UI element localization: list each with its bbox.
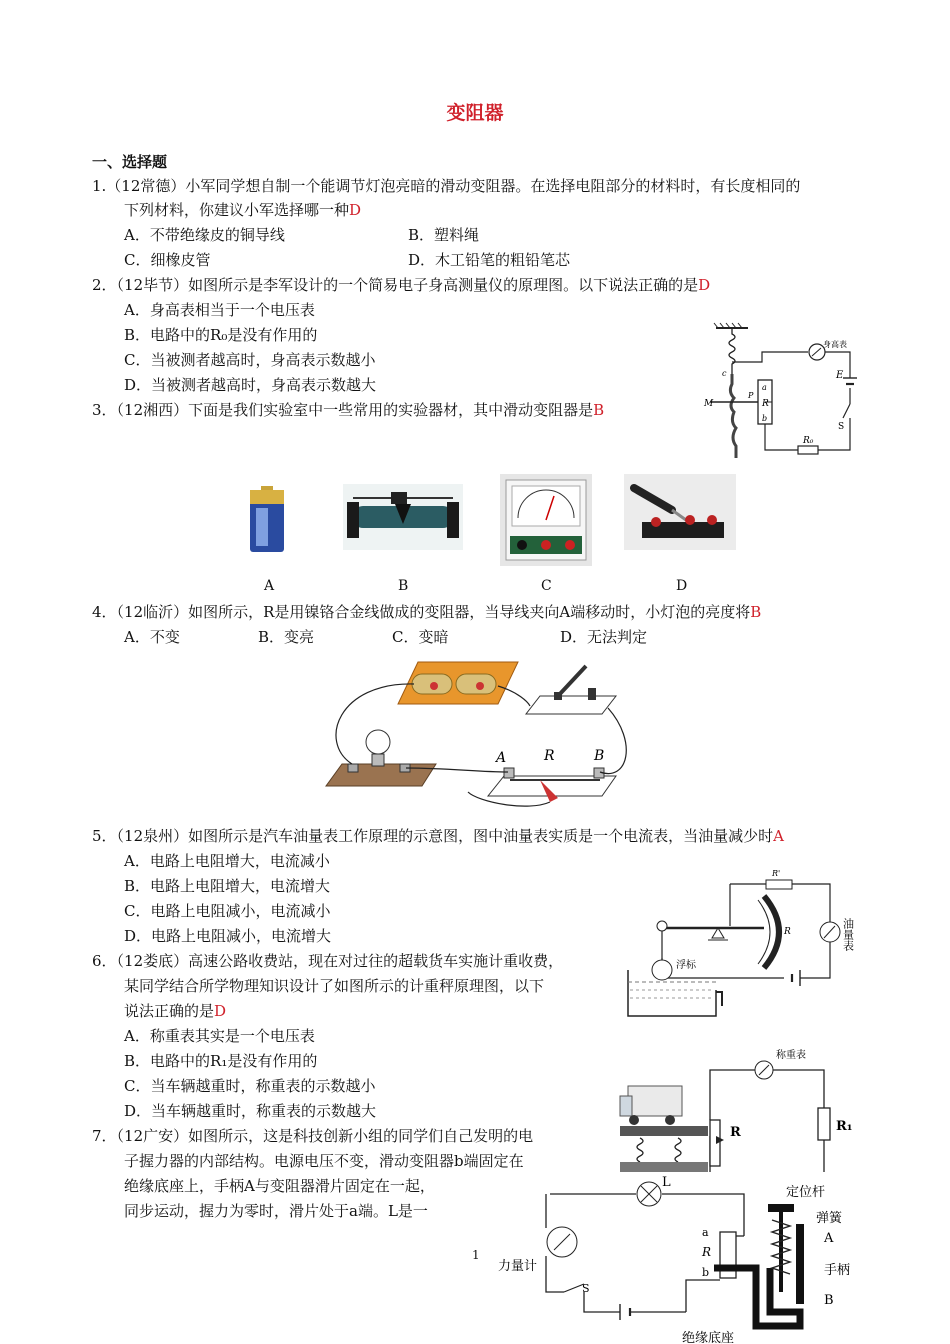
q1-line1: 1.（12常德）小军同学想自制一个能调节灯泡亮暗的滑动变阻器。在选择电阻部分的材料时，有长度相同的 [92,177,801,195]
svg-text:E: E [836,370,844,381]
svg-text:R: R [762,399,769,409]
q5-option-b: B．电路上电阻增大，电流增大 [124,877,331,895]
svg-text:R₀: R₀ [803,436,814,446]
ammeter-image [500,474,592,566]
q4-option-d: D．无法判定 [560,628,648,646]
caption-c: C [541,578,552,594]
svg-text:油量表: 油量表 [841,918,855,951]
q4-option-b: B．变亮 [258,628,315,646]
svg-text:R': R' [772,869,781,878]
q7-line2: 子握力器的内部结构。电源电压不变，滑动变阻器b端固定在 [124,1152,524,1170]
svg-text:R: R [784,927,791,937]
caption-a: A [264,578,275,594]
rheostat-image [343,484,463,550]
q1-option-c: C．细橡皮管 [124,251,211,269]
q3-line1: 3．（12湘西）下面是我们实验室中一些常用的实验器材，其中滑动变阻器是B [92,401,605,419]
q2-option-c: C．当被测者越高时，身高表示数越小 [124,351,376,369]
page-title: 变阻器 [446,102,504,124]
lightbulb-icon [366,730,390,754]
page-number: 1 [472,1248,480,1262]
q2-option-a: A．身高表相当于一个电压表 [124,301,315,319]
q4-answer: B [750,603,762,621]
q7-line3: 绝缘底座上，手柄A与变阻器滑片固定在一起， [124,1177,435,1195]
q6-answer: D [214,1002,227,1020]
svg-text:R: R [544,748,555,764]
svg-text:a: a [702,1226,709,1239]
lamp-circuit-figure [318,652,630,812]
svg-text:P: P [748,391,754,400]
q6-option-a: A．称重表其实是一个电压表 [124,1027,315,1045]
q4-option-c: C．变暗 [392,628,449,646]
svg-text:b: b [702,1266,710,1279]
q5-answer: A [773,827,784,845]
grip-meter-figure [490,1172,870,1344]
svg-text:R₁: R₁ [836,1119,853,1134]
battery-image [246,484,288,556]
svg-text:L: L [662,1175,671,1190]
svg-text:M: M [704,399,714,409]
svg-text:A: A [824,1231,834,1246]
q6-option-b: B．电路中的R₁是没有作用的 [124,1052,318,1070]
svg-text:A: A [496,750,507,766]
q2-answer: D [698,276,711,294]
height-meter-figure [700,322,870,472]
svg-text:B: B [824,1293,834,1308]
caption-d: D [676,578,688,594]
section-heading: 一、选择题 [92,153,168,171]
q1-answer: D [349,201,362,219]
svg-text:身高表: 身高表 [823,340,847,349]
q6-line1: 6．（12娄底）高速公路收费站，现在对过往的超载货车实施计重收费， [92,952,564,970]
q4-line1: 4．（12临沂）如图所示，R是用镍铬合金线做成的变阻器，当导线夹向A端移动时，小灯泡的亮度将B [92,603,762,621]
q5-line1: 5．（12泉州）如图所示是汽车油量表工作原理的示意图，图中油量表实质是一个电流表，当油量减少时A [92,827,784,845]
float-icon [652,960,672,980]
weigh-scale-figure [618,1046,862,1176]
q5-option-d: D．电路上电阻减小，电流增大 [124,927,332,945]
svg-text:弹簧: 弹簧 [816,1211,843,1226]
svg-text:b: b [762,414,768,423]
q7-line1: 7．（12广安）如图所示，这是科技创新小组的同学们自己发明的电 [92,1127,534,1145]
q6-line2: 某同学结合所学物理知识设计了如图所示的计重秤原理图，以下 [124,977,545,995]
svg-text:手柄: 手柄 [824,1263,851,1278]
q6-line3: 说法正确的是D [124,1002,227,1020]
fuel-gauge-figure [622,866,872,1026]
svg-text:B: B [594,748,605,764]
svg-text:浮标: 浮标 [676,960,696,971]
q2-line1: 2．（12毕节）如图所示是李军设计的一个简易电子身高测量仪的原理图。以下说法正确的是D [92,276,711,294]
svg-text:R: R [730,1125,741,1140]
q7-line4: 同步运动，握力为零时，滑片处于a端。L是一 [124,1202,428,1220]
q3-answer: B [593,401,605,419]
q2-option-b: B．电路中的R₀是没有作用的 [124,326,318,344]
svg-text:R: R [702,1245,712,1259]
svg-text:S: S [838,422,845,432]
q2-option-d: D．当被测者越高时，身高表示数越大 [124,376,377,394]
svg-text:c: c [722,369,727,378]
q1-option-a: A．不带绝缘皮的铜导线 [124,226,285,244]
caption-b: B [398,578,409,594]
spring-icon [729,328,735,374]
q5-option-c: C．电路上电阻减小，电流减小 [124,902,331,920]
q1-option-b: B．塑料绳 [408,226,480,244]
svg-text:a: a [762,383,767,392]
q5-option-a: A．电路上电阻增大，电流减小 [124,852,330,870]
knife-switch-image [624,474,736,550]
svg-text:定位杆: 定位杆 [786,1185,826,1200]
svg-text:绝缘底座: 绝缘底座 [682,1331,735,1344]
svg-text:S: S [582,1282,590,1295]
truck-icon [628,1086,682,1116]
q4-option-a: A．不变 [124,628,180,646]
q1-line2: 下列材料，你建议小军选择哪一种D [124,201,362,219]
svg-text:称重表: 称重表 [776,1050,806,1061]
q6-option-c: C．当车辆越重时，称重表的示数越小 [124,1077,376,1095]
q6-option-d: D．当车辆越重时，称重表的示数越大 [124,1102,377,1120]
q1-option-d: D．木工铅笔的粗铅笔芯 [408,251,571,269]
svg-text:力量计: 力量计 [498,1259,538,1274]
